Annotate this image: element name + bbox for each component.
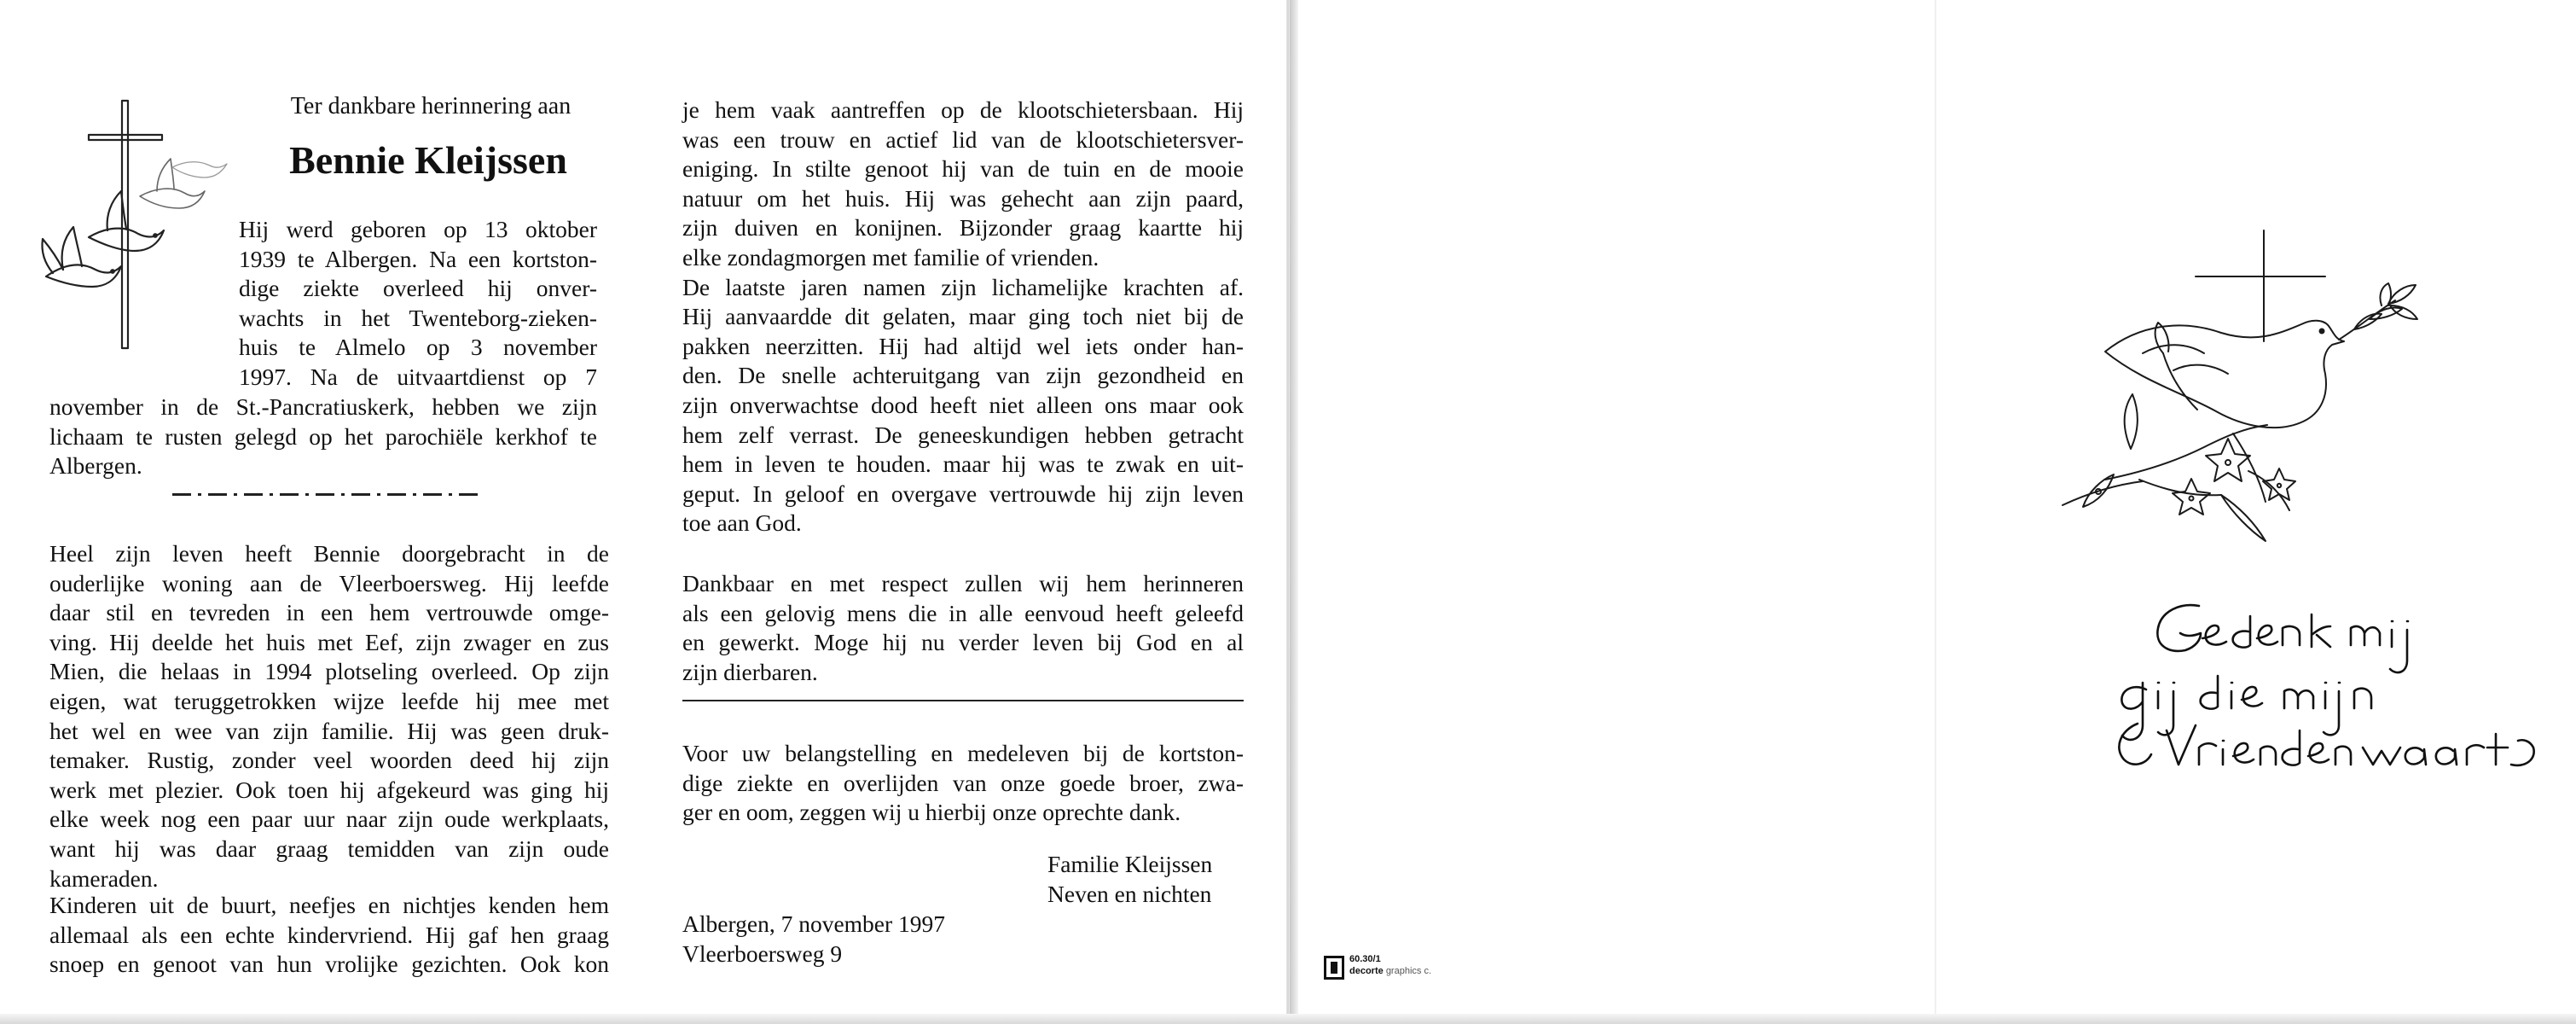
- dove-cross-flowers-illustration: [2054, 224, 2446, 591]
- text-line: zijn dierbaren.: [682, 658, 818, 685]
- text-line: wachts in het Twenteborg-zieken-: [239, 304, 597, 331]
- text-line: je hem vaak aantreffen op de klootschietersbaan. Hij: [682, 96, 1244, 123]
- heading-remembrance: Ter dankbare herinnering aan: [290, 93, 571, 119]
- calligraphy-motto: [2107, 597, 2550, 777]
- cover-fold: [1935, 0, 1936, 1024]
- text-line: want hij was daar graag temidden van zijn oude: [49, 835, 609, 862]
- text-line: 1997. Na de uitvaartdienst op 7: [239, 363, 597, 390]
- text-line: geput. In geloof en overgave vertrouwde hij zijn leven: [682, 480, 1244, 507]
- text-line: elke zondagmorgen met familie of vrienden.: [682, 243, 1099, 271]
- text-line: lichaam te rusten gelegd op het parochiële kerkhof te: [49, 422, 597, 450]
- text-line: november in de St.-Pancratiuskerk, hebben we zijn: [49, 393, 597, 420]
- text-line: en gewerkt. Moge hij nu verder leven bij God en al: [682, 629, 1244, 656]
- intro-paragraph-full: [49, 393, 597, 481]
- motto-line: [0, 0, 1, 1]
- text-line: den. De snelle achteruitgang van zijn gezondheid en: [682, 362, 1244, 389]
- text-line: Albergen.: [49, 452, 142, 480]
- text-line: zijn onverwachtse dood heeft niet alleen ons maar ook: [682, 391, 1244, 418]
- bottom-edge: [0, 1014, 2576, 1024]
- flower-icon: [2206, 439, 2250, 481]
- text-line: hem in leven te houden. maar hij was te zwak en uit-: [682, 451, 1244, 478]
- thanks-paragraph: [682, 739, 1244, 828]
- text-line: Familie Kleijssen: [1047, 851, 1213, 877]
- place-date-address: [682, 910, 1041, 969]
- intro-paragraph-indented: [239, 215, 597, 393]
- text-line: elke week nog een paar uur naar zijn oude werkplaats,: [49, 806, 609, 833]
- hobbies-paragraph: [682, 96, 1244, 538]
- text-line: het wel en wee van zijn familie. Hij was geen druk-: [49, 717, 609, 744]
- text-line: toe aan God.: [682, 509, 802, 537]
- text-line: allemaal als een echte kindervriend. Hij gaf hen graag: [49, 921, 609, 948]
- dash-dot-divider: [172, 493, 479, 496]
- text-line: werk met plezier. Ook toen hij afgekeurd was ging hij: [49, 776, 609, 803]
- deceased-name: Bennie Kleijssen: [289, 138, 567, 182]
- text-line: pakken neerzitten. Hij had altijd wel iets onder han-: [682, 332, 1244, 359]
- text-line: Hij aanvaardde dit gelaten, maar ging toch niet bij de: [682, 303, 1244, 330]
- text-line: dige ziekte overleed hij onver-: [239, 275, 597, 302]
- text-line: Dankbaar en met respect zullen wij hem herinneren: [682, 570, 1244, 596]
- text-line: hem zelf verrast. De geneeskundigen hebben getracht: [682, 421, 1244, 448]
- text-line: Albergen, 7 november 1997: [682, 911, 946, 937]
- cross-doves-emblem: [29, 94, 234, 350]
- dove-icon: [2105, 321, 2344, 428]
- text-line: eniging. In stilte genoot hij van de tuin en de mooie: [682, 155, 1244, 183]
- kids-paragraph: [49, 891, 609, 980]
- text-line: Voor uw belangstelling en medeleven bij de kortston-: [682, 740, 1244, 766]
- text-line: zijn duiven en konijnen. Bijzonder graag kaartte hij: [682, 214, 1244, 241]
- printer-logo: [1324, 954, 1443, 988]
- text-line: snoep en genoot van hun vrolijke gezichten. Ook kon: [49, 951, 609, 978]
- text-line: Heel zijn leven heeft Bennie doorgebracht in de: [49, 540, 609, 567]
- text-line: Kinderen uit de buurt, neefjes en nichtjes kenden hem: [49, 892, 609, 918]
- text-line: Neven en nichten: [1047, 880, 1212, 907]
- horizontal-rule: [682, 700, 1244, 701]
- life-paragraph: [49, 539, 609, 893]
- text-line: temaker. Rustig, zonder veel woorden deed hij zijn: [49, 747, 609, 774]
- family-signature: [1047, 850, 1252, 909]
- text-line: Mien, die helaas in 1994 plotseling overleed. Op zijn: [49, 658, 609, 685]
- motto-text: [0, 0, 1, 1]
- text-line: dige ziekte en overlijden van onze goede broer, zwa-: [682, 769, 1244, 796]
- text-line: was een trouw en actief lid van de klootschietersver-: [682, 125, 1244, 153]
- printer-code: 60.30/1: [1349, 954, 1381, 964]
- text-line: kameraden.: [49, 864, 159, 892]
- text-line: Hij werd geboren op 13 oktober: [239, 216, 597, 242]
- respect-paragraph: [682, 569, 1244, 687]
- text-line: ger en oom, zeggen wij u hierbij onze oprechte dank.: [682, 799, 1181, 826]
- text-line: eigen, wat teruggetrokken wijze leefde hij mee met: [49, 687, 609, 714]
- text-line: daar stil en tevreden in een hem vertrouwde omge-: [49, 599, 609, 626]
- text-line: De laatste jaren namen zijn lichamelijke krachten af.: [682, 273, 1244, 300]
- outer-page-edge: [1290, 0, 1298, 1024]
- text-line: als een gelovig mens die in alle eenvoud heeft geleefd: [682, 599, 1244, 626]
- printer-brand: decorte graphics c.: [1349, 966, 1432, 976]
- text-line: natuur om het huis. Hij was gehecht aan zijn paard,: [682, 184, 1244, 212]
- printer-mark-icon: [1324, 956, 1344, 980]
- text-line: 1939 te Albergen. Na een kortston-: [239, 245, 597, 272]
- text-line: ouderlijke woning aan de Vleerboersweg. Hij leefde: [49, 569, 609, 596]
- text-line: ving. Hij deelde het huis met Eef, zijn zwager en zus: [49, 628, 609, 655]
- text-line: Vleerboersweg 9: [682, 940, 843, 967]
- text-line: huis te Almelo op 3 november: [239, 334, 597, 361]
